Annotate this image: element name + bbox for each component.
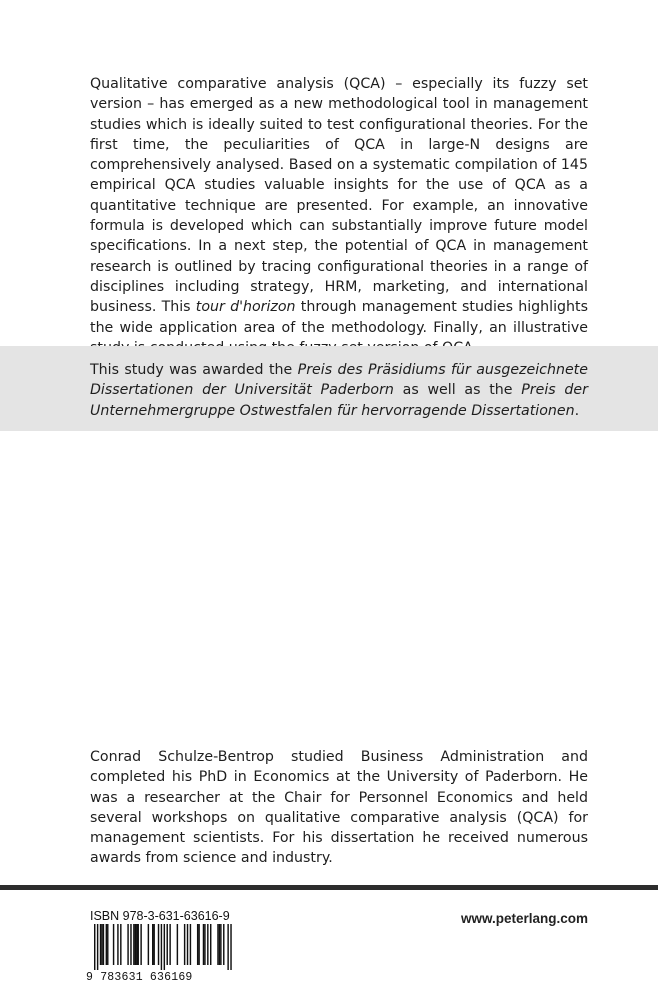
award-intro: This study was awarded the [90, 362, 298, 378]
barcode-bar [187, 924, 188, 965]
award-paragraph [90, 360, 588, 421]
barcode-bar [198, 924, 199, 965]
barcode-bar [127, 924, 128, 965]
award-prize-1: Preis des Präsidiums für ausgezeichnete Dissertationen der Universität Paderborn [90, 362, 588, 399]
barcode-bar [210, 924, 211, 965]
barcode-bar [220, 924, 221, 965]
barcode-bar [117, 924, 118, 965]
abstract-text-part1: Qualitative comparative analysis (QCA) – especially its fuzzy set version – has emerged as a new methodological tool in management studies which is ideally suited to test configurational theories. For the first time, the peculiarities of QCA in large-N designs are comprehensively analysed. Based on a systematic compilation of 145 empirical QCA studies valuable insights for the use of QCA as a quantitative technique are presented. For example, an innovative formula is developed which can substantially improve future model specifications. In a next step, the potential of QCA in management research is outlined by tracing configurational theories in a range of disciplines including strategy, HRM, marketing, and international business. This [90, 76, 588, 316]
barcode-bar [153, 924, 154, 965]
author-bio: Conrad Schulze-Bentrop studied Business Administration and completed his PhD in Economics at the University of Paderborn. He was a researcher at the Chair for Personnel Economics and held several workshops on qualitative comparative analysis (QCA) for management scientists. For his dissertation he received numerous awards from science and industry. [90, 749, 588, 867]
barcode-bar [230, 924, 231, 970]
barcode-bar [94, 924, 95, 970]
barcode-bar [120, 924, 121, 965]
barcode-bar [113, 924, 114, 965]
footer-rule [0, 885, 658, 890]
barcode-bar [101, 924, 102, 965]
award-prize-2: Preis der Unternehmergruppe Ostwestfalen für hervorragende Dissertationen [90, 382, 588, 419]
abstract-paragraph [90, 74, 588, 358]
barcode-bar [169, 924, 170, 965]
barcode-bar [148, 924, 149, 965]
barcode-bar [103, 924, 104, 965]
barcode-bar [203, 924, 204, 965]
barcode-bar [227, 924, 228, 970]
barcode-bar [135, 924, 136, 965]
award-end: . [574, 402, 580, 419]
barcode-bar [204, 924, 205, 965]
barcode-bar [223, 924, 224, 965]
barcode-bar [97, 924, 98, 970]
barcode-bar [152, 924, 153, 965]
barcode-bar [177, 924, 178, 965]
barcode-bar [207, 924, 208, 965]
barcode-bar [107, 924, 108, 965]
barcode-bar [219, 924, 220, 965]
barcode-bar [190, 924, 191, 965]
barcode-bar [217, 924, 218, 965]
barcode-bar [140, 924, 141, 965]
publisher-website: www.peterlang.com [460, 911, 588, 926]
barcode-bar [130, 924, 131, 965]
barcode-bar [158, 924, 159, 965]
barcode [86, 924, 240, 970]
isbn-label: ISBN 978-3-631-63616-9 [90, 909, 230, 923]
barcode-bar [138, 924, 139, 965]
barcode-bar [167, 924, 168, 965]
barcode-bar [164, 924, 165, 970]
barcode-bar [106, 924, 107, 965]
abstract-emphasis: tour d'horizon [195, 299, 296, 316]
barcode-bar [136, 924, 137, 965]
barcode-bar [197, 924, 198, 965]
barcode-bar [133, 924, 134, 965]
barcode-bar [161, 924, 162, 970]
award-middle: as well as the [393, 382, 522, 399]
barcode-bar [184, 924, 185, 965]
abstract-text-part2: through management studies highlights the wide application area of the methodology. Finally, an illustrative [90, 299, 588, 336]
barcode-digits: 9 783631 636169 [86, 971, 193, 984]
barcode-bar [100, 924, 101, 965]
